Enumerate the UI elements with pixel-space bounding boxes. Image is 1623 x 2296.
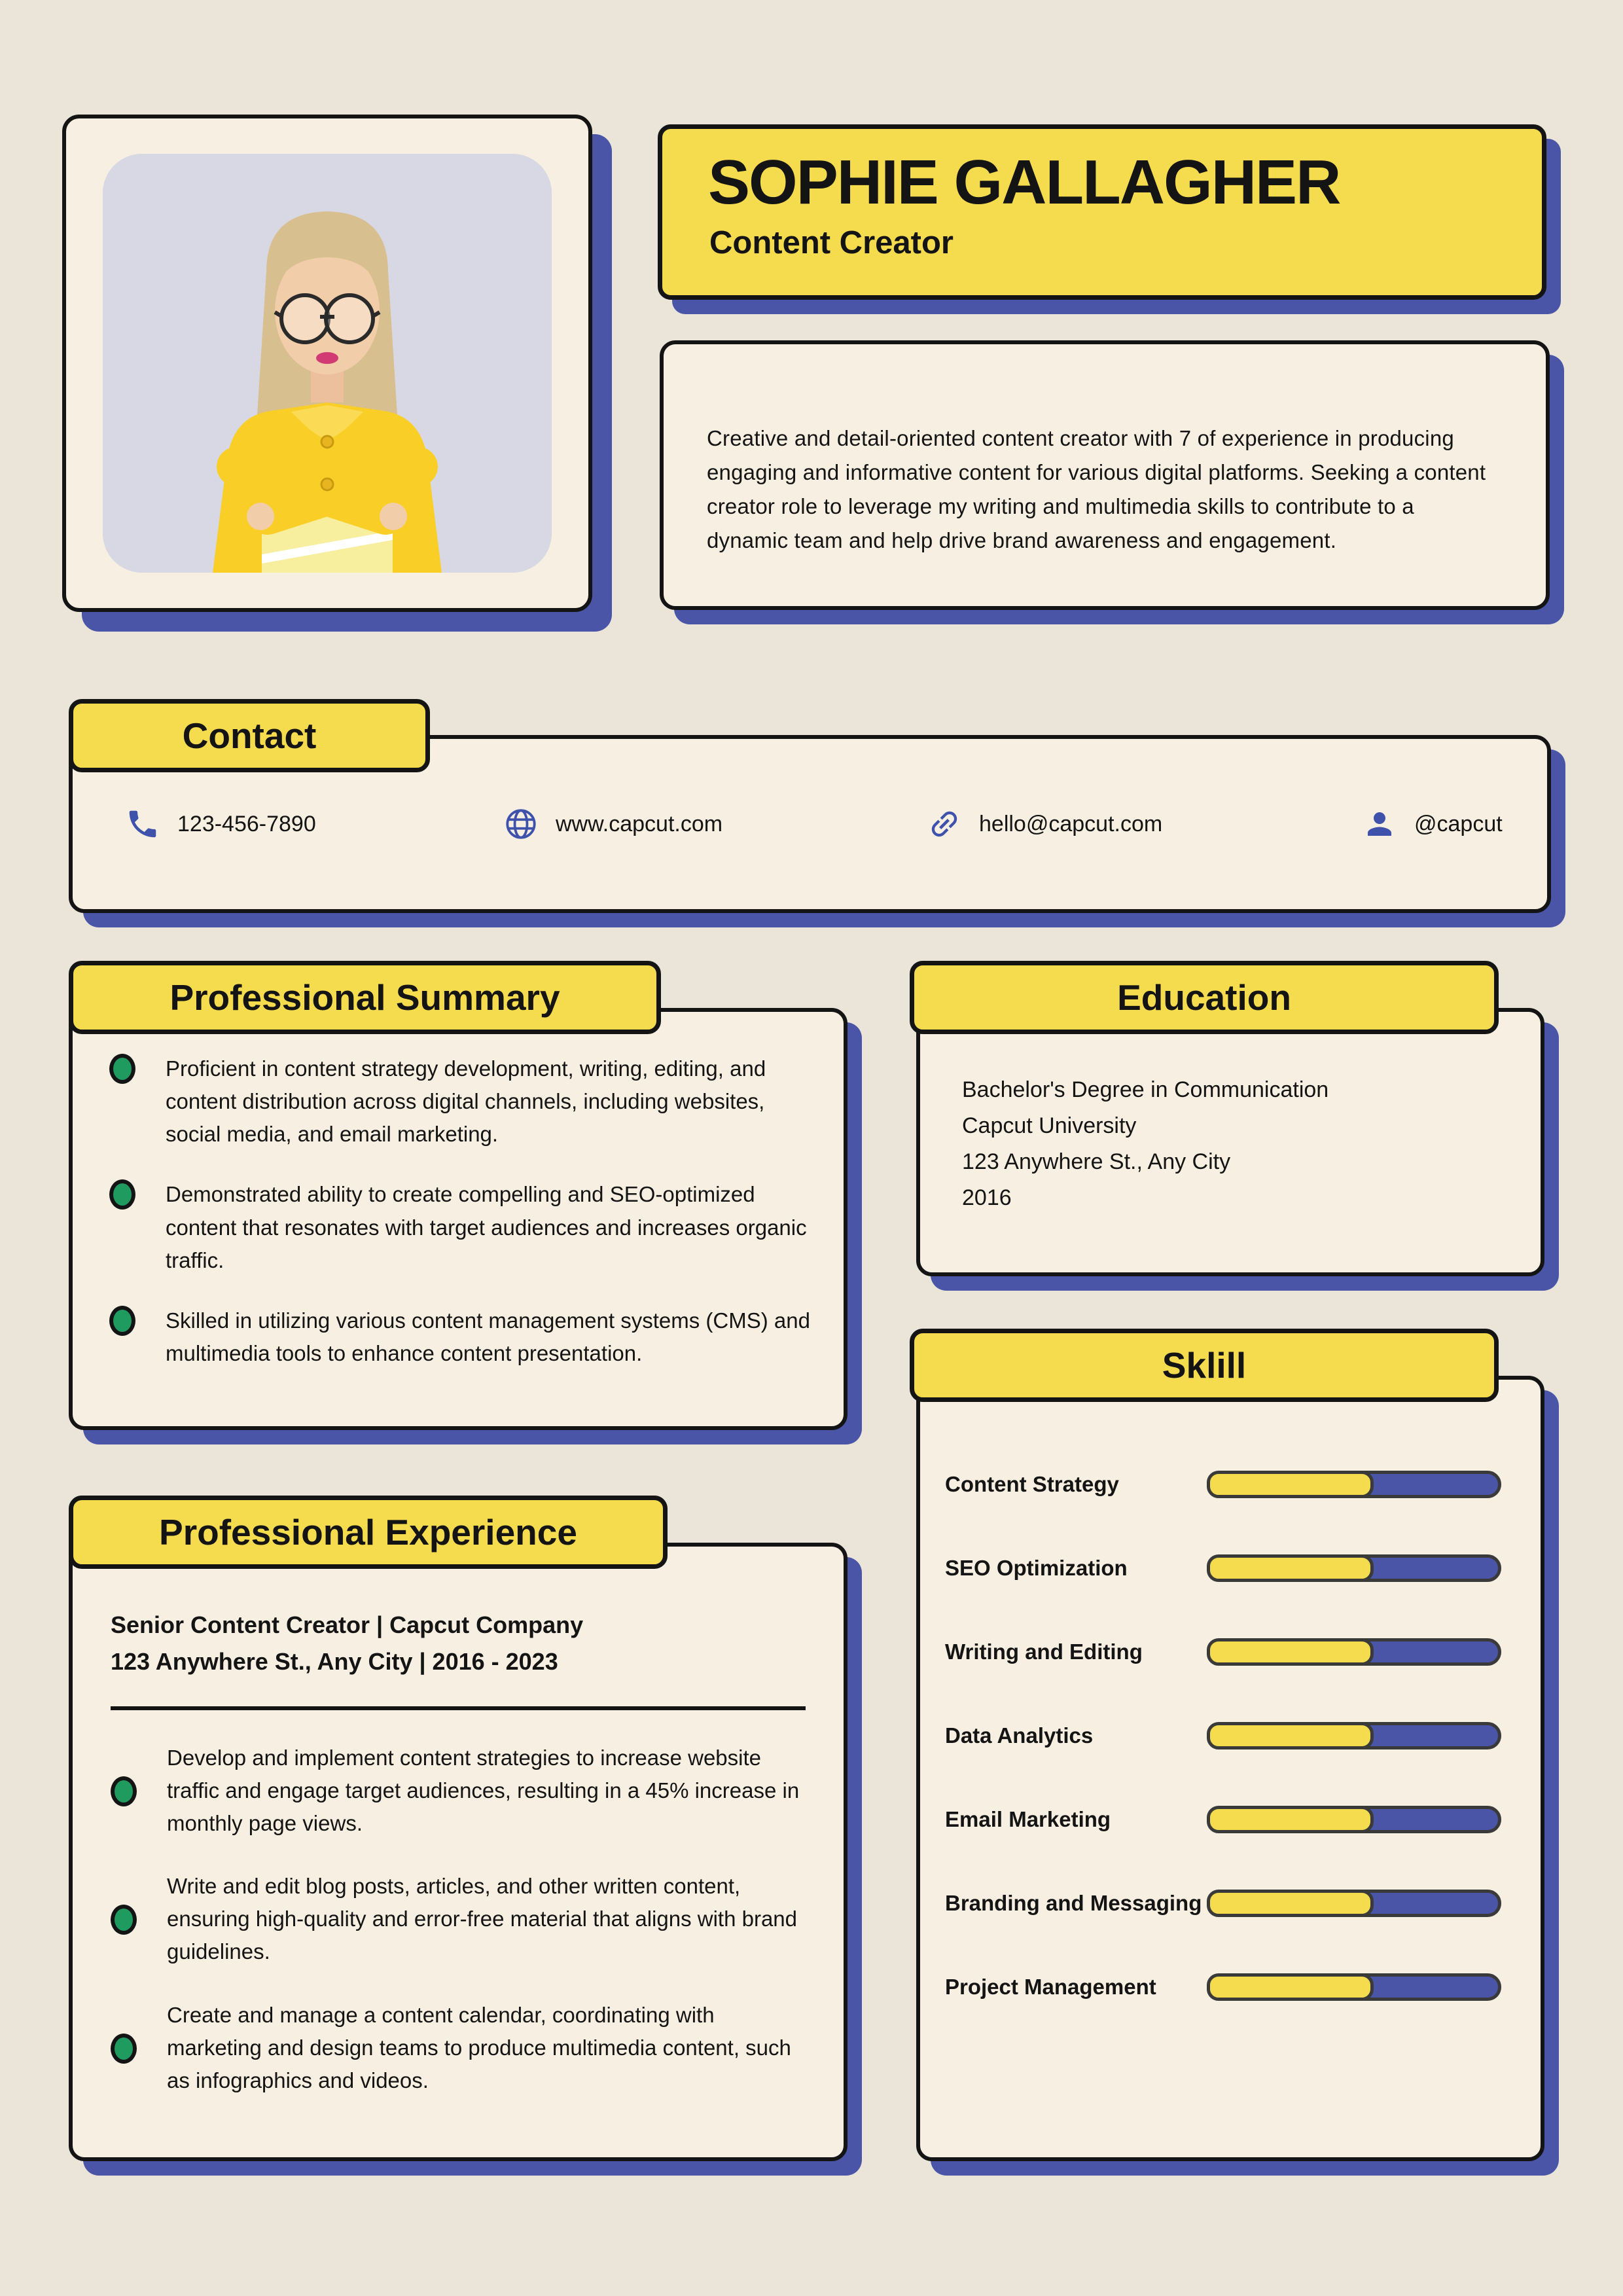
bullet-text: Develop and implement content strategies to increase website traffic and engage target audiences, resulting in a 45% increase in monthly page views.: [167, 1745, 800, 1835]
skill-bar: [1207, 1806, 1501, 1833]
skill-label: Project Management: [945, 1975, 1156, 1999]
person-title: Content Creator: [709, 225, 954, 260]
list-item: [111, 1999, 806, 2097]
contact-section-title: Contact: [182, 715, 317, 756]
education-school: Capcut University: [962, 1113, 1137, 1139]
professional-experience-card: [69, 1543, 847, 2161]
person-name: SOPHIE GALLAGHER: [708, 147, 1340, 217]
skill-row: [920, 1778, 1541, 1861]
education-degree: Bachelor's Degree in Communication: [962, 1077, 1329, 1102]
skill-bar-fill: [1207, 1471, 1374, 1498]
bullet-dot-icon: [109, 1306, 135, 1336]
skill-bar-fill: [1207, 1806, 1374, 1833]
list-item: [111, 1742, 806, 1840]
contact-item-social: [1362, 806, 1503, 842]
skill-label: Writing and Editing: [945, 1640, 1143, 1664]
bullet-text: Write and edit blog posts, articles, and other written content, ensuring high-quality and error-free material that aligns with brand guidelines.: [167, 1874, 798, 1964]
list-item: [111, 1870, 806, 1968]
link-icon: [927, 806, 962, 842]
education-section: [910, 961, 1551, 1288]
skill-bar: [1207, 1722, 1501, 1749]
skill-row: [920, 1443, 1541, 1526]
skill-bar-fill: [1207, 1722, 1374, 1749]
professional-experience-title-tab: [69, 1496, 668, 1569]
summary-card: [660, 340, 1550, 610]
professional-summary-title: Professional Summary: [169, 977, 560, 1018]
professional-summary-section: [69, 961, 847, 1439]
education-details: [920, 1012, 1541, 1216]
bullet-dot-icon: [111, 1905, 137, 1935]
skill-label: SEO Optimization: [945, 1556, 1128, 1580]
contact-section-title-tab: [69, 699, 430, 772]
bullet-dot-icon: [111, 2034, 137, 2064]
skill-bar-fill: [1207, 1554, 1374, 1582]
skill-bar: [1207, 1890, 1501, 1917]
phone-icon: [125, 806, 160, 842]
skill-label: Content Strategy: [945, 1472, 1119, 1496]
skill-label: Branding and Messaging: [945, 1891, 1202, 1915]
list-item: [109, 1304, 813, 1370]
bullet-text: Proficient in content strategy development, writing, editing, and content distribution across digital channels, including websites, social media, and email marketing.: [166, 1056, 766, 1147]
skill-bar: [1207, 1554, 1501, 1582]
education-card: [916, 1008, 1544, 1276]
education-year: 2016: [962, 1185, 1012, 1211]
skill-row: [920, 1861, 1541, 1945]
professional-summary-list: [73, 1012, 844, 1370]
education-title-tab: [910, 961, 1499, 1034]
profile-photo-illustration: [103, 154, 552, 573]
skill-row: [920, 1610, 1541, 1694]
contact-section: [69, 699, 1551, 928]
experience-list: [111, 1710, 806, 2097]
bullet-dot-icon: [109, 1179, 135, 1210]
bullet-dot-icon: [111, 1776, 137, 1806]
experience-role: Senior Content Creator | Capcut Company: [111, 1611, 584, 1638]
list-item: [109, 1178, 813, 1276]
contact-item-phone: [125, 806, 316, 842]
contact-item-email: [927, 806, 1162, 842]
bullet-text: Skilled in utilizing various content management systems (CMS) and multimedia tools to enhance content presentation.: [166, 1308, 810, 1366]
skill-row: [920, 1945, 1541, 2029]
skill-label: Data Analytics: [945, 1723, 1094, 1748]
skill-bar-fill: [1207, 1638, 1374, 1666]
list-item: [109, 1052, 813, 1151]
skill-bar: [1207, 1638, 1501, 1666]
skills-title-tab: [910, 1329, 1499, 1402]
skill-bar-fill: [1207, 1890, 1374, 1917]
contact-email-value: hello@capcut.com: [979, 811, 1163, 836]
skill-bar: [1207, 1471, 1501, 1498]
bullet-text: Create and manage a content calendar, coordinating with marketing and design teams to produce multimedia content, such as infographics and videos.: [167, 2002, 791, 2092]
skill-bar-fill: [1207, 1973, 1374, 2001]
profile-photo: [103, 154, 552, 573]
bullet-dot-icon: [109, 1054, 135, 1084]
user-icon: [1362, 806, 1397, 842]
education-address: 123 Anywhere St., Any City: [962, 1149, 1231, 1175]
skills-card: [916, 1376, 1544, 2161]
skill-row: [920, 1526, 1541, 1610]
contact-website-value: www.capcut.com: [556, 811, 723, 836]
summary-text: Creative and detail-oriented content creator with 7 of experience in producing engaging and informative content for various digital platforms. Seeking a content creator role to leverage my writing and multimedia skills to contribute to a dynamic team and help drive brand awareness and engagement.: [707, 426, 1486, 553]
skills-section: [910, 1329, 1558, 2173]
professional-summary-title-tab: [69, 961, 661, 1034]
experience-meta: 123 Anywhere St., Any City | 2016 - 2023: [111, 1647, 558, 1675]
bullet-text: Demonstrated ability to create compelling and SEO-optimized content that resonates with target audiences and increases organic traffic.: [166, 1182, 807, 1272]
skill-bar: [1207, 1973, 1501, 2001]
skill-row: [920, 1694, 1541, 1778]
skill-label: Email Marketing: [945, 1807, 1111, 1831]
contact-social-value: @capcut: [1414, 811, 1503, 836]
name-card: [658, 124, 1546, 300]
skills-title: Sklill: [1162, 1345, 1247, 1386]
professional-experience-section: [69, 1496, 847, 2215]
globe-icon: [503, 806, 539, 842]
professional-summary-card: [69, 1008, 847, 1430]
education-title: Education: [1117, 977, 1291, 1018]
contact-phone-value: 123-456-7890: [177, 811, 316, 836]
professional-experience-title: Professional Experience: [159, 1512, 577, 1552]
photo-card: [62, 115, 592, 612]
contact-item-website: [503, 806, 722, 842]
